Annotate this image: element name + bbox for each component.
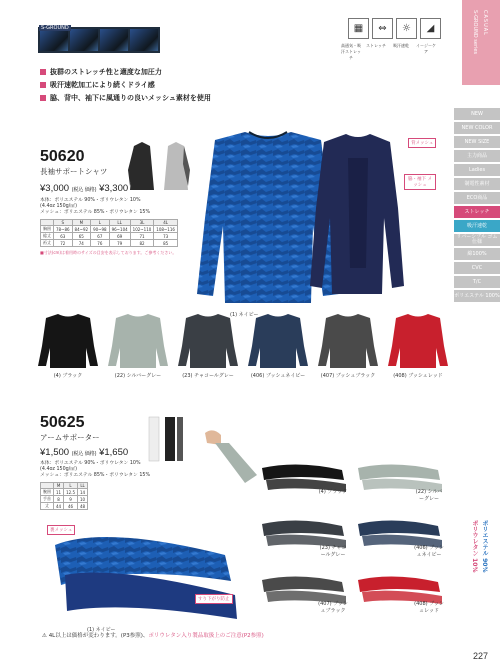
feature-icon-labels bbox=[340, 43, 437, 61]
sidenav-item[interactable]: CVC bbox=[454, 262, 500, 274]
table-cell: 11 bbox=[54, 489, 64, 496]
shirt-variant-label: (22) シルバーグレー bbox=[114, 373, 162, 379]
sidenav-item[interactable]: Ladies bbox=[454, 164, 500, 176]
thumb-shirt-black bbox=[128, 142, 154, 190]
sidenav-item[interactable]: ポリエステル 100% bbox=[454, 290, 500, 302]
vertical-material-pink: ポリウレタン 10% bbox=[471, 520, 478, 573]
product-50625-block bbox=[40, 414, 150, 510]
series-badge: S-GROUND bbox=[41, 25, 69, 31]
table-cell: 108~116 bbox=[154, 226, 178, 233]
table-cell: M bbox=[72, 220, 91, 226]
table-cell: 90~98 bbox=[91, 226, 110, 233]
mesh-label: 高通気・吸汗ストレッチ bbox=[341, 43, 361, 60]
product-name: 長袖サポートシャツ bbox=[40, 167, 108, 176]
mesh-icon: ▦ bbox=[348, 18, 369, 39]
iron-icon: ◢ bbox=[420, 18, 441, 39]
quickdry-label: 吸汗速乾 bbox=[393, 43, 409, 48]
size-note: ■寸法(cm)は着用時のサイズの目安を表示しております。ご参考ください。 bbox=[40, 250, 177, 255]
table-cell: 67 bbox=[91, 233, 110, 240]
shirt-variant-4[interactable] bbox=[316, 310, 380, 368]
product-price: ¥1,500 (税込 価格) ¥1,650 bbox=[40, 447, 129, 458]
vertical-material-blue: ポリエステル 90% bbox=[481, 520, 488, 573]
page-number: 227 bbox=[473, 651, 489, 661]
table-cell: 72 bbox=[54, 240, 73, 247]
shirt-variant-0[interactable] bbox=[36, 310, 100, 368]
table-row bbox=[41, 233, 178, 240]
table-cell: 69 bbox=[109, 233, 130, 240]
footer-note: ⚠ 4L以上は価格が変わります。(P3参照)、ポリウレタン入り製品取扱上のご注意(P2参照) bbox=[42, 633, 264, 639]
sidenav-item[interactable]: NEW SIZE bbox=[454, 136, 500, 148]
table-cell: 84~92 bbox=[72, 226, 91, 233]
table-cell: 胸囲 bbox=[41, 226, 54, 233]
shirt-variant-1[interactable] bbox=[106, 310, 170, 368]
table-cell: 48 bbox=[78, 503, 88, 510]
sidenav-item[interactable]: ECO商品 bbox=[454, 192, 500, 204]
shirt-variant-label: (406) ブッシュネイビー bbox=[250, 373, 306, 379]
table-cell: 73 bbox=[154, 233, 178, 240]
feature-item: 抜群のストレッチ性と適度な加圧力 bbox=[40, 66, 211, 79]
callout-inner-mesh: 裏メッシュ bbox=[47, 525, 75, 535]
product-code: 50620 bbox=[40, 148, 85, 165]
sleeve-variant-label: (4) ブラック bbox=[318, 489, 348, 495]
table-cell: 82 bbox=[130, 240, 154, 247]
table-cell: LL bbox=[109, 220, 130, 226]
product-price: ¥3,000 (税込 価格) ¥3,300 bbox=[40, 183, 129, 194]
table-row bbox=[41, 226, 178, 233]
sleeve-variant-label: (406) ブッシュネイビー bbox=[414, 545, 444, 558]
table-cell: 76 bbox=[91, 240, 110, 247]
table-cell: LL bbox=[78, 483, 88, 489]
feature-item: 吸汗速乾加工により続くドライ感 bbox=[40, 79, 211, 92]
table-cell: L bbox=[91, 220, 110, 226]
table-cell: 4L bbox=[154, 220, 178, 226]
sidenav-item[interactable]: 主力商品 bbox=[454, 150, 500, 162]
stretch-label: ストレッチ bbox=[366, 43, 386, 48]
table-cell: 96~104 bbox=[109, 226, 130, 233]
table-cell: 12.5 bbox=[64, 489, 78, 496]
table-cell: 総丈 bbox=[41, 233, 54, 240]
product-name: アームサポーター bbox=[40, 433, 100, 442]
table-cell: 74 bbox=[72, 240, 91, 247]
shirt-variant-label: (4) ブラック bbox=[53, 373, 83, 379]
shirt-navy-back bbox=[308, 128, 408, 298]
sleeve-variant-label: (408) ブッシュレッド bbox=[414, 601, 444, 614]
feature-icons bbox=[348, 18, 441, 39]
table-row bbox=[41, 489, 88, 496]
table-cell: S bbox=[54, 220, 73, 226]
table-cell: 腕囲 bbox=[41, 489, 54, 496]
shirt-variant-label: (408) ブッシュレッド bbox=[393, 373, 443, 379]
sidenav-item[interactable]: 吸汗速乾 bbox=[454, 220, 500, 232]
table-cell: 102~110 bbox=[130, 226, 154, 233]
shirt-variant-3[interactable] bbox=[246, 310, 310, 368]
category-sidenav bbox=[454, 108, 500, 304]
table-cell: 8 bbox=[54, 496, 64, 503]
color-variants-sleeve bbox=[258, 458, 448, 628]
sidenav-item[interactable]: リバーシブル ゴム仕様 bbox=[454, 234, 500, 246]
shirt-variant-label: (23) チャコールグレー bbox=[182, 373, 234, 379]
table-cell: 3L bbox=[130, 220, 154, 226]
thumb-shirt-grey bbox=[164, 142, 190, 190]
color-variants-shirt bbox=[36, 310, 456, 380]
stretch-icon: ⇔ bbox=[372, 18, 393, 39]
sidenav-item[interactable]: NEW bbox=[454, 108, 500, 120]
sleeve-variant-label: (22) シルバーグレー bbox=[415, 489, 443, 502]
table-cell: 46 bbox=[64, 503, 78, 510]
product-spec: 本体：ポリエステル 90%・ポリウレタン 10% (4.4oz 150g/㎡) メッシュ：ポリエステル 85%・ポリウレタン 15% bbox=[40, 461, 150, 478]
size-table bbox=[40, 482, 88, 510]
feature-item: 脇、背中、袖下に風通りの良いメッシュ素材を使用 bbox=[40, 92, 211, 105]
table-cell: 63 bbox=[54, 233, 73, 240]
variant-thumbnails bbox=[126, 140, 196, 192]
quickdry-icon: ☼ bbox=[396, 18, 417, 39]
table-cell: 14 bbox=[78, 489, 88, 496]
table-cell: L bbox=[64, 483, 78, 489]
table-cell: 手首 bbox=[41, 496, 54, 503]
table-cell: 裄丈 bbox=[41, 240, 54, 247]
shirt-variant-label: (407) ブッシュブラック bbox=[320, 373, 376, 379]
sidenav-item[interactable]: NEW COLOR bbox=[454, 122, 500, 134]
table-cell: 79 bbox=[109, 240, 130, 247]
sidenav-item[interactable]: 制電性素材 bbox=[454, 178, 500, 190]
warning-icon: ⚠ bbox=[42, 633, 47, 639]
table-row bbox=[41, 240, 178, 247]
shirt-variant-2[interactable] bbox=[176, 310, 240, 368]
product-spec: 本体：ポリエステル 90%・ポリウレタン 10% (4.4oz 150g/㎡) メッシュ：ポリエステル 85%・ポリウレタン 15% bbox=[40, 198, 150, 215]
sleeve-thumbnails bbox=[147, 415, 187, 463]
feature-list bbox=[40, 66, 211, 105]
shirt-variant-5[interactable] bbox=[386, 310, 450, 368]
callout-side-mesh: 脇・袖下 メッシュ bbox=[404, 174, 436, 190]
size-table bbox=[40, 219, 178, 247]
table-cell: 85 bbox=[154, 240, 178, 247]
sidenav-item[interactable]: ストレッチ bbox=[454, 206, 500, 218]
sleeve-navy-main bbox=[45, 525, 245, 625]
sleeve-variant-label: (407) ブッシュブラック bbox=[318, 601, 348, 614]
table-cell: 44 bbox=[54, 503, 64, 510]
iron-label: イージーケア bbox=[416, 43, 436, 54]
table-cell: 65 bbox=[72, 233, 91, 240]
table-cell: 78~86 bbox=[54, 226, 73, 233]
main-color-caption: (1) ネイビー bbox=[230, 312, 259, 318]
callout-anti-slip: すり下がり防止 bbox=[195, 594, 233, 604]
catalog-tab[interactable]: CASUAL S-GROUND series bbox=[462, 0, 500, 85]
table-cell: 9 bbox=[64, 496, 78, 503]
table-cell: 丈 bbox=[41, 503, 54, 510]
callout-back-mesh: 背メッシュ bbox=[408, 138, 436, 148]
arm-photo bbox=[197, 425, 267, 485]
main-sleeve-caption: (1) ネイビー bbox=[87, 627, 116, 633]
table-cell: 71 bbox=[130, 233, 154, 240]
product-code: 50625 bbox=[40, 414, 85, 431]
sidenav-item[interactable]: 綿100% bbox=[454, 248, 500, 260]
table-row bbox=[41, 496, 88, 503]
sidenav-item[interactable]: T/C bbox=[454, 276, 500, 288]
table-row bbox=[41, 503, 88, 510]
sleeve-variant-label: (23) チャコールグレー bbox=[319, 545, 347, 558]
table-cell: 10 bbox=[78, 496, 88, 503]
table-cell: M bbox=[54, 483, 64, 489]
